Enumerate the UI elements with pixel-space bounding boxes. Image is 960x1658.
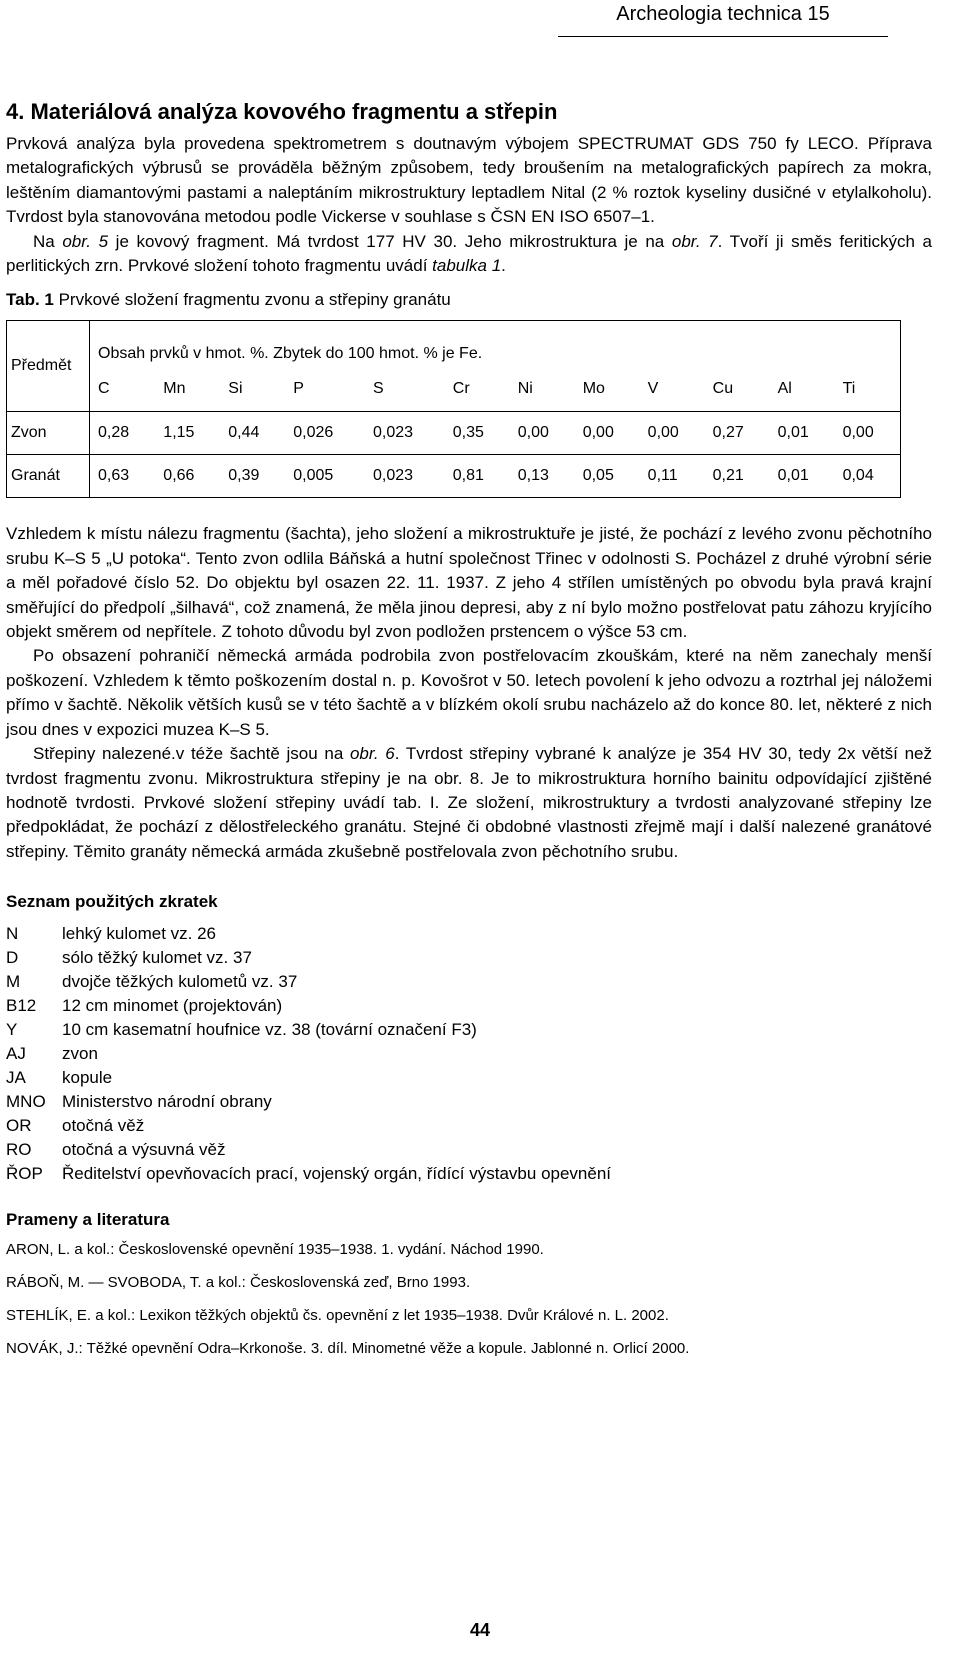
- table-cell: 0,63: [90, 455, 156, 498]
- subject-header: Předmět: [7, 321, 90, 412]
- abbreviation-item: [6, 1138, 932, 1162]
- abbreviation-item: [6, 970, 932, 994]
- table-cell: 0,13: [510, 455, 575, 498]
- references-list: [6, 1240, 932, 1359]
- references-heading: Prameny a literatura: [6, 1210, 170, 1230]
- abbreviation-text: sólo těžký kulomet vz. 37: [62, 948, 252, 968]
- abbreviation-text: zvon: [62, 1044, 98, 1064]
- table-caption: Tab. 1 Prvkové složení fragmentu zvonu a střepiny granátu: [6, 290, 451, 310]
- abbreviation-item: [6, 1018, 932, 1042]
- table-cell: 0,28: [90, 412, 156, 455]
- abbreviation-code: RO: [6, 1140, 32, 1160]
- section-heading: 4. Materiálová analýza kovového fragmentu a střepin: [6, 99, 558, 124]
- element-column-header: Mn: [163, 380, 186, 398]
- abbreviation-text: 12 cm minomet (projektován): [62, 996, 283, 1016]
- content-header: Obsah prvků v hmot. %. Zbytek do 100 hmot. % je Fe.: [90, 321, 901, 368]
- row-subject: Granát: [7, 455, 90, 498]
- abbreviation-text: Ministerstvo národní obrany: [62, 1092, 272, 1112]
- table-cell: 0,023: [365, 455, 445, 498]
- paragraph-origin: Vzhledem k místu nálezu fragmentu (šachta), jeho složení a mikrostruktuře je jisté, že pochází z levého zvonu pěchotního srubu K–S 5 „U potoka“. Tento zvon odlila Báňská a hutní společnost Třinec v odolnosti S. Pocházel z druhé výrobní série a měl pořadové číslo 52. Do objektu byl osazen 22. 11. 1937. Z jeho 4 střílen umístěných po obvodu byla pravá krajní směřující do předpolí „šilhavá“, což znamená, že měla jinou depresi, aby z ní bylo možno postřelovat patu záhozu kryjícího objekt směrem od nepřítele. Z tohoto důvodu byl zvon podložen prstencem o výšce 53 cm.: [6, 524, 932, 642]
- element-column-header: Cu: [712, 380, 734, 398]
- abbreviation-item: [6, 946, 932, 970]
- abbreviation-code: Y: [6, 1020, 18, 1040]
- paragraph-fragment: Na obr. 5 je kovový fragment. Má tvrdost 177 HV 30. Jeho mikrostruktura je na obr. 7. Tvoří ji směs feritických a perlitických zrn. Prvkové složení tohoto fragmentu uvádí tabulka 1.: [6, 231, 932, 276]
- table-row: [7, 412, 901, 455]
- paragraph-shrapnel: Střepiny nalezené.v téže šachtě jsou na obr. 6. Tvrdost střepiny vybrané k analýze je 354 HV 30, tedy 2x větší než tvrdost fragmentu zvonu. Mikrostruktura střepiny je na obr. 8. Je to mikrostruktura horního bainitu odpovídající zjištěné hodnotě tvrdosti. Prvkové složení střepiny uvádí tab. I. Ze složení, mikrostruktury a tvrdosti analyzované střepiny lze předpokládat, že pochází z dělostřeleckého granátu. Stejné či obdobné vlastnosti zřejmě mají i další nalezené granátové střepiny. Těmito granáty německá armáda zkušebně postřelovala zvon pěchotního srubu.: [6, 744, 932, 861]
- composition-table: [6, 320, 901, 498]
- element-column-header: V: [647, 380, 659, 398]
- table-cell: 0,04: [835, 455, 901, 498]
- table-cell: 0,00: [575, 412, 640, 455]
- element-column-header: Cr: [452, 380, 470, 398]
- element-column-header: Ni: [517, 380, 533, 398]
- abbreviation-text: kopule: [62, 1068, 113, 1088]
- abbreviation-code: D: [6, 948, 19, 968]
- table-cell: 0,00: [510, 412, 575, 455]
- running-header: [558, 0, 888, 37]
- abbreviation-item: [6, 1066, 932, 1090]
- reference-item: NOVÁK, J.: Těžké opevnění Odra–Krkonoše. 3. díl. Minometné věže a kopule. Jablonné n. Orlicí 2000.: [6, 1340, 690, 1358]
- abbreviation-text: otočná věž: [62, 1116, 145, 1136]
- table-cell: 1,15: [155, 412, 220, 455]
- abbreviation-item: [6, 1114, 932, 1138]
- table-cell: 0,01: [770, 455, 835, 498]
- table-cell: 0,66: [155, 455, 220, 498]
- paragraph-methods: Prvková analýza byla provedena spektrometrem s doutnavým výbojem SPECTRUMAT GDS 750 fy LECO. Příprava metalografických výbrusů se prováděla běžným způsobem, tedy broušením na metalografických papírech za mokra, leštěním diamantovými pastami a naleptáním mikrostruktury leptadlem Nital (2 % roztok kyseliny dusičné v etylalkoholu). Tvrdost byla stanovována metodou podle Vickerse v souhlase s ČSN EN ISO 6507–1.: [6, 134, 932, 227]
- element-column-header: Mo: [582, 380, 605, 398]
- abbreviation-code: OR: [6, 1116, 32, 1136]
- table-cell: 0,023: [365, 412, 445, 455]
- table-cell: 0,35: [445, 412, 510, 455]
- element-column-header: P: [293, 380, 304, 398]
- table-header-row: [7, 321, 901, 368]
- abbreviation-code: M: [6, 972, 21, 992]
- table-body: [7, 412, 901, 498]
- table-cell: 0,81: [445, 455, 510, 498]
- table-row: [7, 455, 901, 498]
- abbreviation-text: Ředitelství opevňovacích prací, vojenský orgán, řídící výstavbu opevnění: [62, 1164, 612, 1184]
- table-cell: 0,00: [835, 412, 901, 455]
- abbreviation-code: ŘOP: [6, 1164, 43, 1184]
- abbreviation-text: lehký kulomet vz. 26: [62, 924, 217, 944]
- table-cell: 0,026: [285, 412, 365, 455]
- abbreviations-heading: Seznam použitých zkratek: [6, 892, 218, 912]
- abbreviation-code: AJ: [6, 1044, 26, 1064]
- abbreviation-item: [6, 922, 932, 946]
- element-column-header: Si: [228, 380, 243, 398]
- table-cell: 0,44: [220, 412, 285, 455]
- page-number: 44: [469, 1620, 491, 1640]
- abbreviation-code: JA: [6, 1068, 26, 1088]
- abbreviation-item: [6, 1042, 932, 1066]
- element-columns-row: [7, 367, 901, 412]
- table-cell: 0,05: [575, 455, 640, 498]
- abbreviation-code: B12: [6, 996, 37, 1016]
- abbreviation-text: 10 cm kasematní houfnice vz. 38 (tovární označení F3): [62, 1020, 477, 1040]
- table-cell: 0,27: [705, 412, 770, 455]
- abbreviations-list: [6, 922, 932, 1186]
- table-cell: 0,11: [640, 455, 705, 498]
- element-column-header: S: [373, 380, 384, 398]
- abbreviation-item: [6, 994, 932, 1018]
- table-cell: 0,01: [770, 412, 835, 455]
- reference-item: STEHLÍK, E. a kol.: Lexikon těžkých objektů čs. opevnění z let 1935–1938. Dvůr Králové n. L. 2002.: [6, 1307, 669, 1325]
- table-cell: 0,39: [220, 455, 285, 498]
- element-column-header: Al: [777, 380, 792, 398]
- table-cell: 0,005: [285, 455, 365, 498]
- paragraph-history: Po obsazení pohraničí německá armáda podrobila zvon postřelovacím zkouškám, které na něm zanechaly menší poškození. Vzhledem k těmto poškozením dostal n. p. Kovošrot v 50. letech povolení k jeho odvozu a roztrhal jej náložemi přímo v šachtě. Několik větších kusů se v této šachtě a v blízkém okolí srubu nacházelo až do konce 80. let, některé z nich jsou dnes v expozici muzea K–S 5.: [6, 646, 932, 739]
- reference-item: RÁBOŇ, M. — SVOBODA, T. a kol.: Československá zeď, Brno 1993.: [6, 1274, 471, 1292]
- journal-title: Archeologia technica 15: [616, 3, 830, 25]
- element-column-header: C: [98, 380, 110, 398]
- reference-item: ARON, L. a kol.: Československé opevnění 1935–1938. 1. vydání. Náchod 1990.: [6, 1241, 544, 1259]
- abbreviation-code: MNO: [6, 1092, 46, 1112]
- abbreviation-text: otočná a výsuvná věž: [62, 1140, 226, 1160]
- row-subject: Zvon: [7, 412, 90, 455]
- abbreviation-code: N: [6, 924, 19, 944]
- abbreviation-item: [6, 1090, 932, 1114]
- table-cell: 0,21: [705, 455, 770, 498]
- abbreviation-text: dvojče těžkých kulometů vz. 37: [62, 972, 298, 992]
- table-cell: 0,00: [640, 412, 705, 455]
- element-column-header: Ti: [835, 367, 901, 412]
- article-content: [6, 98, 932, 1372]
- abbreviation-item: [6, 1162, 932, 1186]
